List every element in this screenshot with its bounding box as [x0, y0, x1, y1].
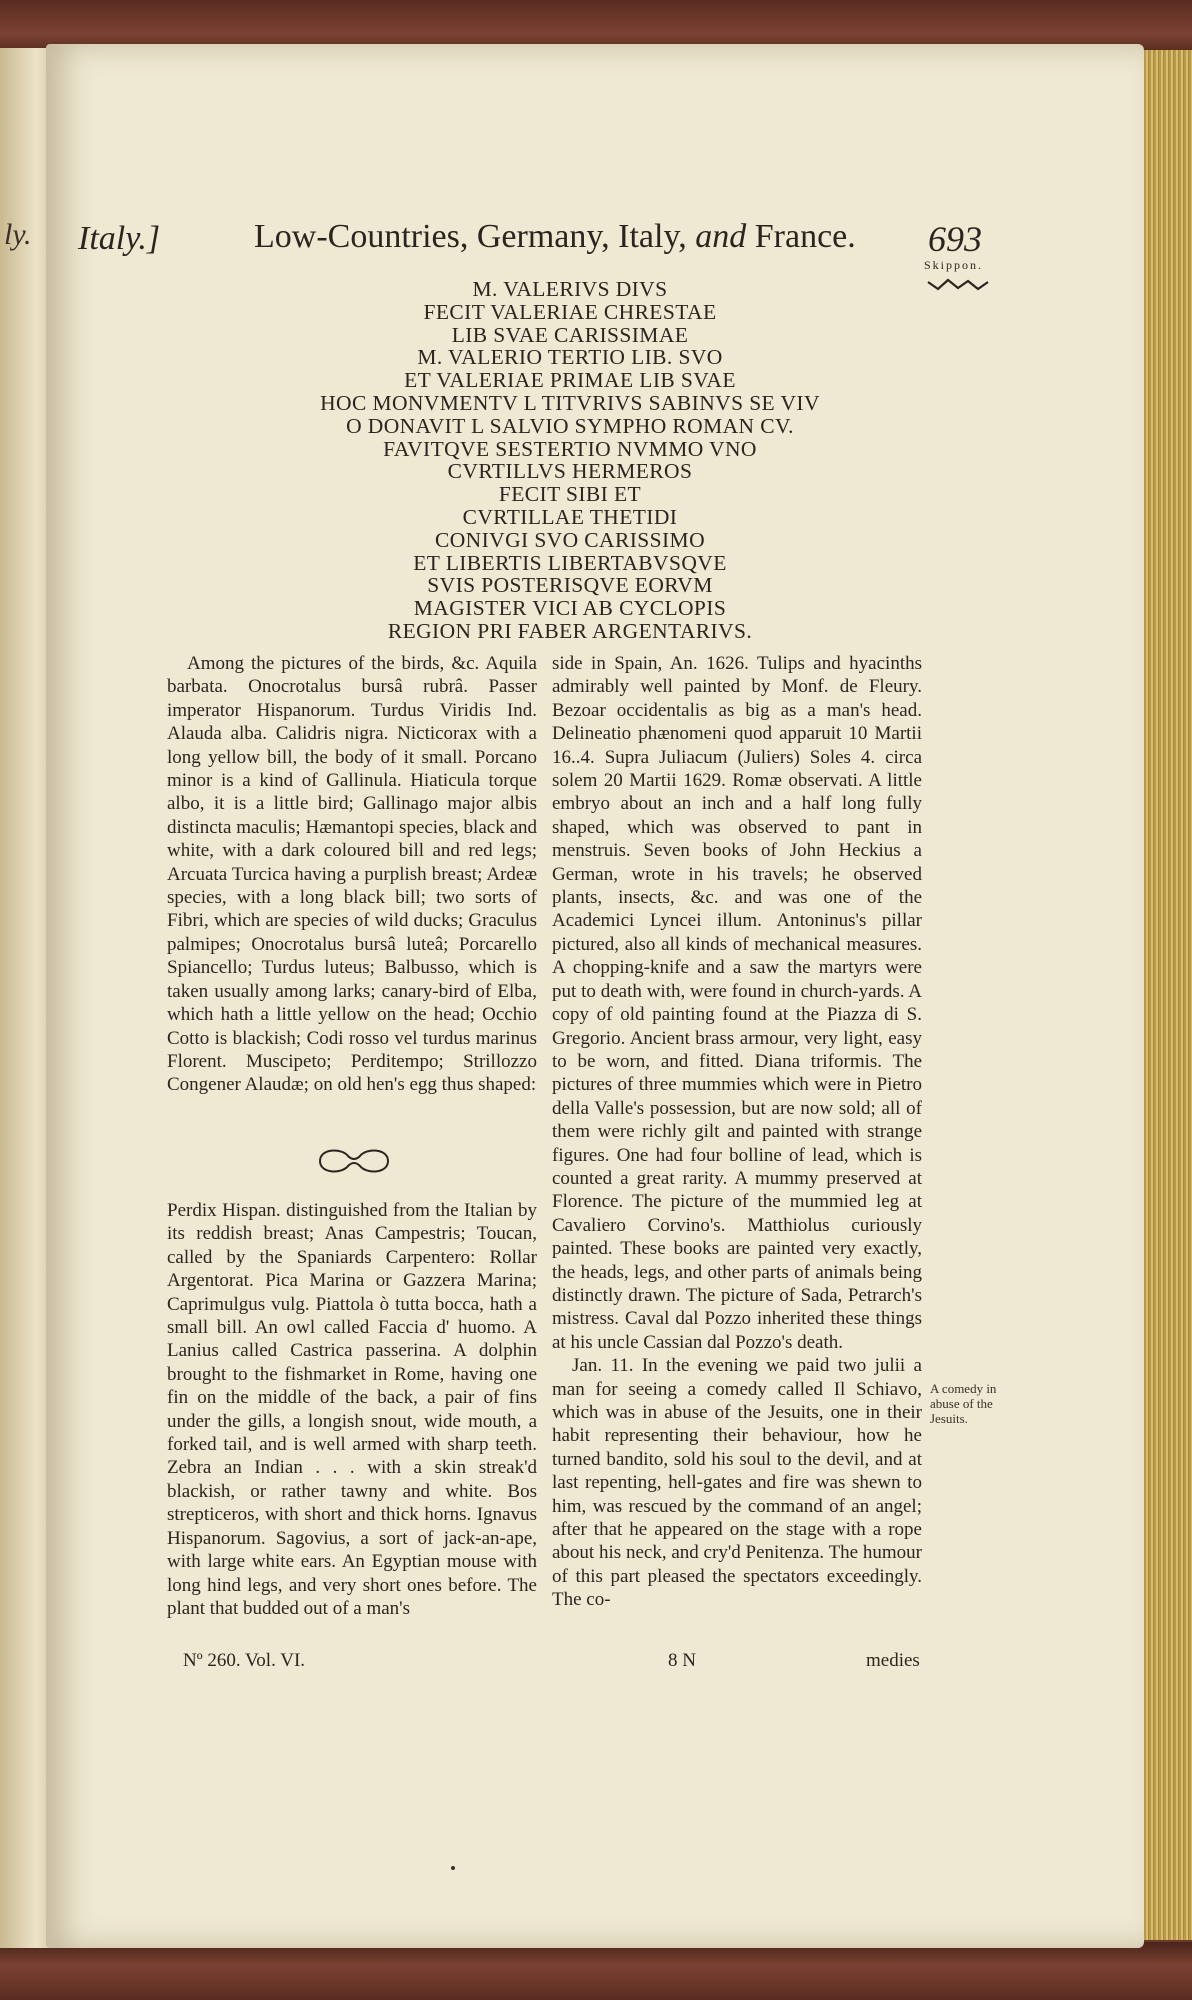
inscription-line: M. VALERIVS DIVS	[472, 277, 668, 301]
facing-page-edge	[0, 48, 52, 1948]
gilt-page-edges	[1144, 50, 1192, 1940]
inscription-line: CVRTILLAE THETIDI	[462, 504, 678, 529]
paragraph: side in Spain, An. 1626. Tulips and hyacinths admirably well painted by Monf. de Fleury. Bezoar occidentalis as big as a man's head. Delineatio phænomeni quod apparuit 10 Martii 16..4. Supra Juliacum (Juliers) Soles 4. circa solem 20 Martii 1629. Romæ observati. A little embryo about an inch and a half long fully shaped, which was observed to pant in menstruis. Seven books of John Heckius a German, wrote in his travels; he observed plants, insects, &c. and was one of the Academici Lyncei illum. Antoninus's pillar pictured, also all kinds of mechanical measures. A chopping-knife and a saw the martyrs were put to death with, were found in church-yards. A copy of old painting found at the Piazza di S. Gregorio. Ancient brass armour, very light, easy to be worn, and fitted. Diana triformis. The pictures of three mummies which were in Pietro della Valle's possession, but are now sold; all of them were richly gilt and painted with strange figures. One had four bolline of lead, which is counted a great rarity. A mummy preserved at Florence. The picture of the mummied leg at Cavaliero Corvino's. Matthiolus curiously painted. These books are painted very exactly, the heads, legs, and other parts of animals being distinctly drawn. The picture of Sada, Petrarch's mistress. Caval dal Pozzo inherited these things at his uncle Cassian dal Pozzo's death.	[552, 653, 922, 1353]
inscription-line: SVIS POSTERISQVE EORVM	[427, 573, 713, 598]
inscription-line: MAGISTER VICI AB CYCLOPIS	[413, 596, 727, 621]
inscription-line: ET LIBERTIS LIBERTABVSQVE	[413, 550, 727, 575]
inscription-line: HOC MONVMENTV L TITVRIVS SABINVS SE VIV	[320, 390, 820, 415]
paragraph: Perdix Hispan. distinguished from the Italian by its reddish breast; Anas Campestris; Toucan, called by the Spaniards Carpentero: Rollar Argentorat. Pica Marina or Gazzera Marina; Caprimulgus vulg. Piattola ò tutta bocca, hath a small bill. An owl called Faccia d' huomo. A Lanius called Castrica passerina. A dolphin brought to the fishmarket in Rome, having one fin on the middle of the back, a pair of fins under the gills, a longish snout, wide mouth, a forked tail, and is well armed with sharp teeth. Zebra an Indian . . . with a skin streak'd blackish, or rather tawny and white. Bos strepticeros, with short and thick horns. Ignavus Hispanorum. Sagovius, a sort of jack-an-ape, with large white ears. An Egyptian mouse with long hind legs, and very short ones before. The plant that budded out of a man's	[167, 1200, 537, 1619]
page-speck	[451, 1866, 455, 1870]
signature-mark: 8 N	[668, 1650, 696, 1671]
column-right	[552, 652, 922, 1612]
inscription-line: O DONAVIT L SALVIO SYMPHO ROMAN CV.	[346, 413, 794, 438]
running-head	[0, 218, 1192, 268]
paragraph: Jan. 11. In the evening we paid two julii a man for seeing a comedy called Il Schiavo, which was in abuse of the Jesuits, one in their habit representing their behaviour, how he turned bandito, sold his soul to the devil, and at last repenting, hell-gates and fire was shewn to him, was rescued by the command of an angel; after that he appeared on the stage with a rope about his neck, and cry'd Penitenza. The humour of this part pleased the spectators exceedingly. The co-	[552, 1355, 922, 1611]
inscription-line: REGION PRI FABER ARGENTARIVS.	[387, 618, 753, 643]
margin-note: A comedy in abuse of the Jesuits.	[930, 1381, 997, 1426]
catchword: medies	[866, 1650, 920, 1671]
column-left-part2	[167, 1199, 537, 1620]
egg-shape-icon	[312, 1142, 396, 1180]
volume-number: Nº 260. Vol. VI.	[183, 1650, 306, 1671]
paragraph: Among the pictures of the birds, &c. Aquila barbata. Onocrotalus bursâ rubrâ. Passer imperator Hispanorum. Turdus Viridis Ind. Alauda alba. Calidris nigra. Nicticorax with a long yellow bill, the body of it small. Porcano minor is a kind of Gallinula. Hiaticula torque albo, it is a little bird; Gallinago major albis distincta maculis; Hæmantopi species, black and white, with a dark coloured bill and red legs; Arcuata Turcica having a purplish breast; Ardeæ species, with a long black bill; two sorts of Fibri, which are species of wild ducks; Graculus palmipes; Onocrotalus bursâ luteâ; Porcarello Spiancello; Turdus luteus; Balbusso, which is taken usually among larks; canary-bird of Elba, which hath a little yellow on the head; Occhio Cotto is blackish; Codi rosso vel turdus marinus Florent. Muscipeto; Perditempo; Strillozzo Congener Alaudæ; on old hen's egg thus shaped:	[167, 653, 537, 1096]
book-binding-bottom	[0, 1942, 1192, 2000]
inscription-line: ET VALERIAE PRIMAE LIB SVAE	[404, 368, 736, 393]
inscription-line: FECIT VALERIAE CHRESTAE	[423, 299, 717, 324]
margin-author-label: Skippon.	[924, 258, 984, 272]
inscription-line: LIB SVAE CARISSIMAE	[451, 322, 689, 347]
page-number: 693	[928, 219, 982, 259]
latin-inscription	[160, 278, 980, 643]
column-left-part1	[167, 652, 537, 1097]
facing-page-fragment: ly.	[4, 218, 32, 251]
inscription-line: M. VALERIO TERTIO LIB. SVO	[417, 345, 723, 370]
inscription-line: CVRTILLVS HERMEROS	[447, 459, 693, 484]
running-head-title: Low-Countries, Germany, Italy, and France.	[254, 218, 856, 255]
inscription-line: CONIVGI SVO CARISSIMO	[434, 527, 705, 552]
inscription-line: FECIT SIBI ET	[498, 482, 642, 507]
inscription-line: FAVITQVE SESTERTIO NVMMO VNO	[383, 436, 757, 461]
running-head-section: Italy.]	[78, 220, 161, 257]
